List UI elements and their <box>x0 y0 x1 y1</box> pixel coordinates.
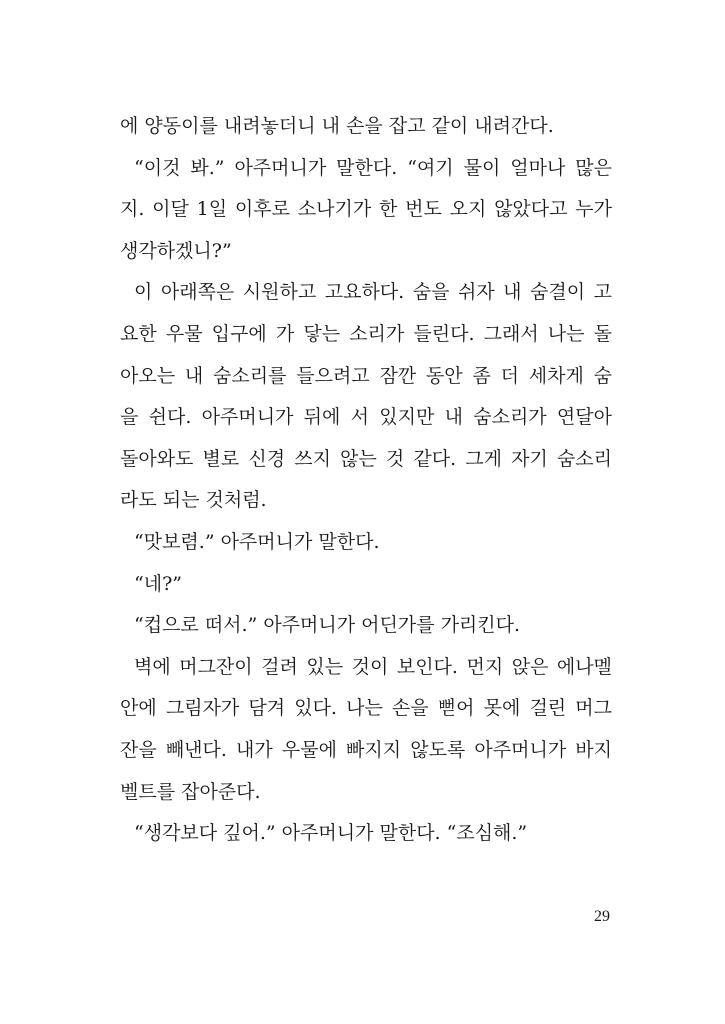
text-line: 지. 이달 1일 이후로 소나기가 한 번도 오지 않았다고 누가 <box>120 198 612 221</box>
text-line: 돌아와도 별로 신경 쓰지 않는 것 같다. 그게 자기 숨소리 <box>120 447 612 470</box>
text-line: 잔을 빼낸다. 내가 우물에 빠지지 않도록 아주머니가 바지 <box>120 738 612 761</box>
text-line: “생각보다 깊어.” 아주머니가 말한다. “조심해.” <box>134 822 528 845</box>
text-line: “컵으로 떠서.” 아주머니가 어딘가를 가리킨다. <box>134 614 521 637</box>
text-line: 을 쉰다. 아주머니가 뒤에 서 있지만 내 숨소리가 연달아 <box>120 406 612 429</box>
body-text <box>120 106 612 855</box>
text-line: “네?” <box>134 572 182 595</box>
text-line: 라도 되는 것처럼. <box>120 489 267 512</box>
text-line: 에 양동이를 내려놓더니 내 손을 잡고 같이 내려간다. <box>120 115 554 137</box>
text-line: 벽에 머그잔이 걸려 있는 것이 보인다. 먼지 앉은 에나멜 <box>134 655 612 678</box>
text-line: 이 아래쪽은 시원하고 고요하다. 숨을 쉬자 내 숨결이 고 <box>134 281 612 304</box>
text-line: 요한 우물 입구에 가 닿는 소리가 들린다. 그래서 나는 돌 <box>120 322 612 345</box>
text-line: 아오는 내 숨소리를 들으려고 잠깐 동안 좀 더 세차게 숨 <box>120 364 612 387</box>
text-line: “맛보렴.” 아주머니가 말한다. <box>134 530 380 553</box>
page-number: 29 <box>594 908 610 925</box>
text-line: 생각하겠니?” <box>120 239 232 262</box>
text-line: 벨트를 잡아준다. <box>120 780 261 803</box>
text-line: “이것 봐.” 아주머니가 말한다. “여기 물이 얼마나 많은 <box>134 156 612 179</box>
text-line: 안에 그림자가 담겨 있다. 나는 손을 뻗어 못에 걸린 머그 <box>120 697 612 720</box>
